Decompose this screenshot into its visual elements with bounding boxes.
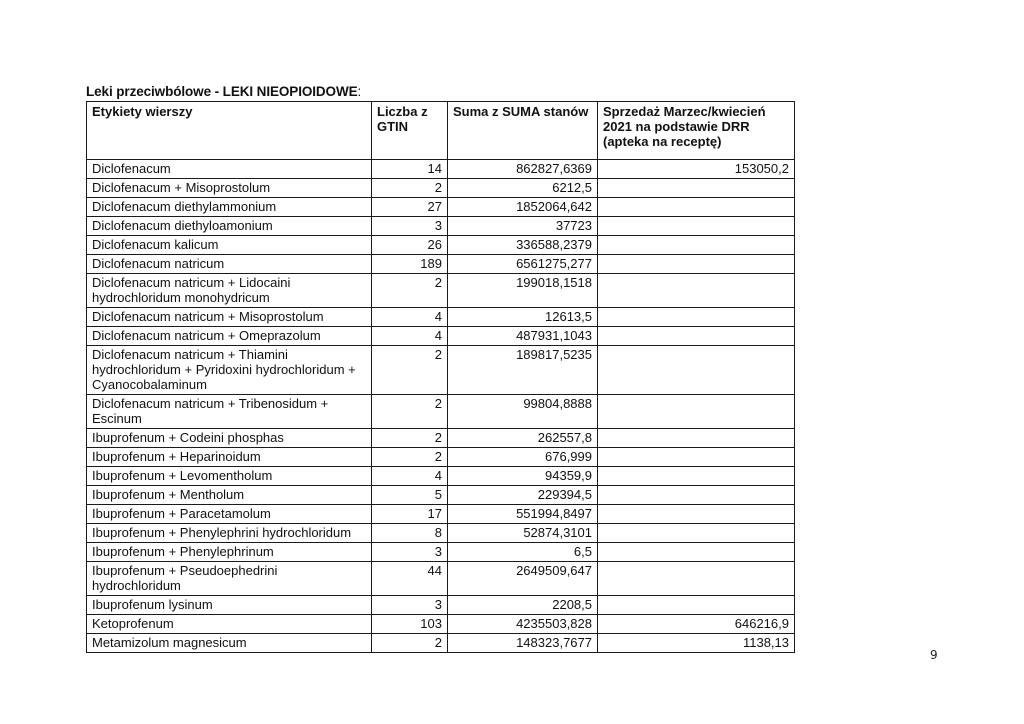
table-row [87, 505, 795, 524]
table-row [87, 429, 795, 448]
sales-value [598, 429, 795, 448]
sales-value [598, 596, 795, 615]
sales-value: 1138,13 [598, 634, 795, 653]
table-row [87, 486, 795, 505]
page-number: 9 [930, 648, 938, 662]
table-row [87, 236, 795, 255]
gtin-count: 2 [372, 179, 448, 198]
row-label: Ibuprofenum + Codeini phosphas [87, 429, 372, 448]
row-label: Diclofenacum diethyloamonium [87, 217, 372, 236]
gtin-count: 103 [372, 615, 448, 634]
sales-value: 646216,9 [598, 615, 795, 634]
gtin-count: 2 [372, 346, 448, 395]
table-row [87, 255, 795, 274]
stock-sum: 6212,5 [448, 179, 598, 198]
stock-sum: 6561275,277 [448, 255, 598, 274]
table-row [87, 327, 795, 346]
sales-value [598, 543, 795, 562]
table-row [87, 395, 795, 429]
table-row [87, 448, 795, 467]
gtin-count: 14 [372, 160, 448, 179]
gtin-count: 2 [372, 429, 448, 448]
table-row [87, 179, 795, 198]
gtin-count: 4 [372, 327, 448, 346]
table-row [87, 346, 795, 395]
stock-sum: 4235503,828 [448, 615, 598, 634]
sales-value [598, 505, 795, 524]
gtin-count: 189 [372, 255, 448, 274]
table-row [87, 615, 795, 634]
stock-sum: 862827,6369 [448, 160, 598, 179]
gtin-count: 2 [372, 274, 448, 308]
stock-sum: 336588,2379 [448, 236, 598, 255]
sales-value [598, 217, 795, 236]
stock-sum: 99804,8888 [448, 395, 598, 429]
row-label: Ibuprofenum + Pseudoephedrini hydrochloridum [87, 562, 372, 596]
stock-sum: 2649509,647 [448, 562, 598, 596]
sales-value [598, 524, 795, 543]
table-row [87, 274, 795, 308]
row-label: Metamizolum magnesicum [87, 634, 372, 653]
stock-sum: 2208,5 [448, 596, 598, 615]
gtin-count: 2 [372, 448, 448, 467]
row-label: Diclofenacum + Misoprostolum [87, 179, 372, 198]
row-label: Diclofenacum diethylammonium [87, 198, 372, 217]
table-row [87, 198, 795, 217]
table-row [87, 634, 795, 653]
stock-sum: 487931,1043 [448, 327, 598, 346]
sales-value [598, 395, 795, 429]
stock-sum: 676,999 [448, 448, 598, 467]
sales-value [598, 448, 795, 467]
gtin-count: 2 [372, 395, 448, 429]
table-row [87, 596, 795, 615]
stock-sum: 12613,5 [448, 308, 598, 327]
stock-sum: 189817,5235 [448, 346, 598, 395]
painkillers-table [86, 101, 795, 653]
sales-value [598, 346, 795, 395]
gtin-count: 4 [372, 467, 448, 486]
stock-sum: 229394,5 [448, 486, 598, 505]
stock-sum: 94359,9 [448, 467, 598, 486]
row-label: Diclofenacum natricum + Lidocaini hydrochloridum monohydricum [87, 274, 372, 308]
row-label: Ibuprofenum lysinum [87, 596, 372, 615]
table-row [87, 217, 795, 236]
column-header-stock-sum: Suma z SUMA stanów [448, 102, 598, 160]
stock-sum: 6,5 [448, 543, 598, 562]
sales-value [598, 274, 795, 308]
stock-sum: 262557,8 [448, 429, 598, 448]
row-label: Diclofenacum natricum + Misoprostolum [87, 308, 372, 327]
sales-value [598, 327, 795, 346]
stock-sum: 52874,3101 [448, 524, 598, 543]
sales-value [598, 198, 795, 217]
row-label: Diclofenacum [87, 160, 372, 179]
row-label: Ibuprofenum + Heparinoidum [87, 448, 372, 467]
stock-sum: 551994,8497 [448, 505, 598, 524]
table-row [87, 562, 795, 596]
sales-value [598, 255, 795, 274]
sales-value [598, 308, 795, 327]
column-header-row-labels: Etykiety wierszy [87, 102, 372, 160]
sales-value [598, 486, 795, 505]
sales-value: 153050,2 [598, 160, 795, 179]
gtin-count: 3 [372, 596, 448, 615]
table-row [87, 160, 795, 179]
gtin-count: 2 [372, 634, 448, 653]
heading-colon: : [357, 84, 362, 99]
sales-value [598, 467, 795, 486]
stock-sum: 199018,1518 [448, 274, 598, 308]
row-label: Ibuprofenum + Phenylephrinum [87, 543, 372, 562]
sales-value [598, 179, 795, 198]
stock-sum: 1852064,642 [448, 198, 598, 217]
row-label: Diclofenacum natricum + Tribenosidum + Escinum [87, 395, 372, 429]
heading-text: Leki przeciwbólowe - LEKI NIEOPIOIDOWE [86, 84, 358, 99]
table-row [87, 467, 795, 486]
row-label: Ibuprofenum + Phenylephrini hydrochloridum [87, 524, 372, 543]
gtin-count: 8 [372, 524, 448, 543]
table-row [87, 543, 795, 562]
column-header-gtin-count: Liczba z GTIN [372, 102, 448, 160]
gtin-count: 3 [372, 217, 448, 236]
gtin-count: 17 [372, 505, 448, 524]
row-label: Diclofenacum kalicum [87, 236, 372, 255]
row-label: Ketoprofenum [87, 615, 372, 634]
gtin-count: 27 [372, 198, 448, 217]
gtin-count: 26 [372, 236, 448, 255]
table-row [87, 524, 795, 543]
row-label: Ibuprofenum + Mentholum [87, 486, 372, 505]
row-label: Diclofenacum natricum [87, 255, 372, 274]
row-label: Diclofenacum natricum + Thiamini hydrochloridum + Pyridoxini hydrochloridum + Cyanocobalaminum [87, 346, 372, 395]
row-label: Ibuprofenum + Paracetamolum [87, 505, 372, 524]
column-header-sales: Sprzedaż Marzec/kwiecień 2021 na podstawie DRR (apteka na receptę) [598, 102, 795, 160]
table-body [87, 160, 795, 653]
stock-sum: 37723 [448, 217, 598, 236]
gtin-count: 4 [372, 308, 448, 327]
gtin-count: 5 [372, 486, 448, 505]
sales-value [598, 562, 795, 596]
table-header-row [87, 102, 795, 160]
gtin-count: 44 [372, 562, 448, 596]
table-row [87, 308, 795, 327]
row-label: Diclofenacum natricum + Omeprazolum [87, 327, 372, 346]
gtin-count: 3 [372, 543, 448, 562]
page-heading [86, 84, 361, 99]
row-label: Ibuprofenum + Levomentholum [87, 467, 372, 486]
stock-sum: 148323,7677 [448, 634, 598, 653]
sales-value [598, 236, 795, 255]
